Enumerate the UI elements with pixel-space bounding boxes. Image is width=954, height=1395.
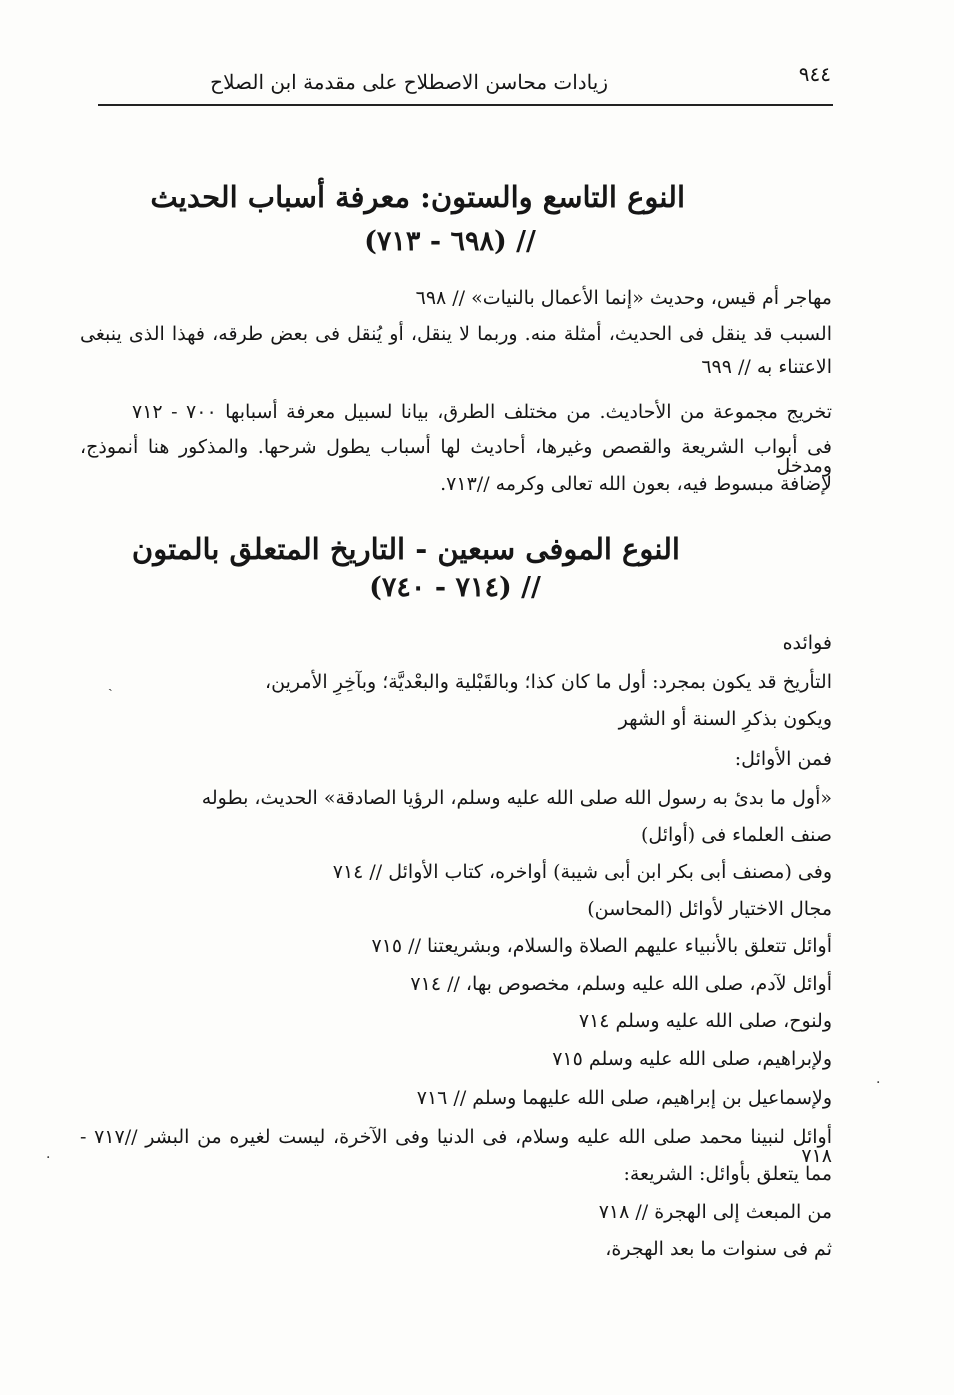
text-line: أوائل لآدم، صلى الله عليه وسلم، مخصوص بها، // ٧١٤ (410, 973, 832, 995)
text-line: ولنوح، صلى الله عليه وسلم ٧١٤ (578, 1010, 832, 1032)
text-line: من المبعث إلى الهجرة // ٧١٨ (598, 1201, 832, 1223)
text-line: ولإبراهيم، صلى الله عليه وسلم ٧١٥ (552, 1048, 832, 1070)
text-line: أوائل تتعلق بالأنبياء عليهم الصلاة والسلام، وبشريعتنا // ٧١٥ (371, 935, 832, 957)
text-line: أوائل لنبينا محمد صلى الله عليه وسلام، فى الدنيا وفى الآخرة، ليست لغيره من البشر //٧١٧ - ٧١٨ (80, 1126, 832, 1167)
section-1-range: // (٦٩٨ - ٧١٣) (364, 226, 536, 257)
text-line: فوائده (782, 632, 832, 654)
text-line: الاعتناء به // ٦٩٩ (701, 356, 832, 378)
text-line: ولإسماعيل بن إبراهيم، صلى الله عليهما وسلم // ٧١٦ (416, 1087, 832, 1109)
text-line: السبب قد ينقل فى الحديث، أمثلة منه. وربما لا ينقل، أو يُنقل فى بعض طرقه، فهذا الذى ينبغى (80, 323, 832, 345)
text-line: فى أبواب الشريعة والقصص وغيرها، أحاديث لها أسباب يطول شرحها. والمذكور هنا أنموذج، ومدخل (80, 436, 832, 477)
scan-mark: · (46, 1150, 51, 1166)
scan-mark: · (876, 1075, 881, 1091)
text-line: مهاجر أم قيس، وحديث «إنما الأعمال بالنيات» // ٦٩٨ (415, 287, 832, 309)
page-number: ٩٤٤ (798, 62, 831, 86)
text-line: ثم فى سنوات ما بعد الهجرة، (605, 1238, 832, 1260)
section-1-title: النوع التاسع والستون: معرفة أسباب الحديث (150, 180, 685, 214)
text-line: ويكون بذكرِ السنة أو الشهر (618, 708, 832, 730)
text-line: «أول ما بدئ به رسول الله صلى الله عليه وسلم، الرؤيا الصادقة» الحديث، بطوله (201, 787, 832, 809)
section-2-title: النوع الموفى سبعين - التاريخ المتعلق بالمتون (131, 532, 680, 566)
text-line: مجال الاختيار لأوائل (المحاسن) (587, 898, 832, 920)
section-2-range: // (٧١٤ - ٧٤٠) (369, 572, 541, 603)
text-line: فمن الأوائل: (734, 748, 832, 770)
page-header (98, 60, 833, 106)
text-line: مما يتعلق بأوائل: الشريعة: (623, 1163, 832, 1185)
running-title: زيادات محاسن الاصطلاح على مقدمة ابن الصلاح (210, 70, 608, 94)
text-line: تخريج مجموعة من الأحاديث. من مختلف الطرق، بيانا لسبيل معرفة أسبابها ٧٠٠ - ٧١٢ (132, 401, 833, 423)
text-line: صنف العلماء فى (أوائل) (640, 824, 832, 846)
scan-mark: ˏ (108, 676, 113, 692)
text-line: التأريخ قد يكون بمجرد: أول ما كان كذا؛ وبالقَبْلية والبعْديَّة؛ وبآخِرِ الأمرين، (265, 671, 832, 693)
text-line: لإضافة مبسوط فيه، بعون الله تعالى وكرمه //٧١٣. (440, 473, 832, 495)
text-line: وفى (مصنف أبى بكر ابن أبى شيبة) أواخره، كتاب الأوائل // ٧١٤ (332, 861, 832, 883)
